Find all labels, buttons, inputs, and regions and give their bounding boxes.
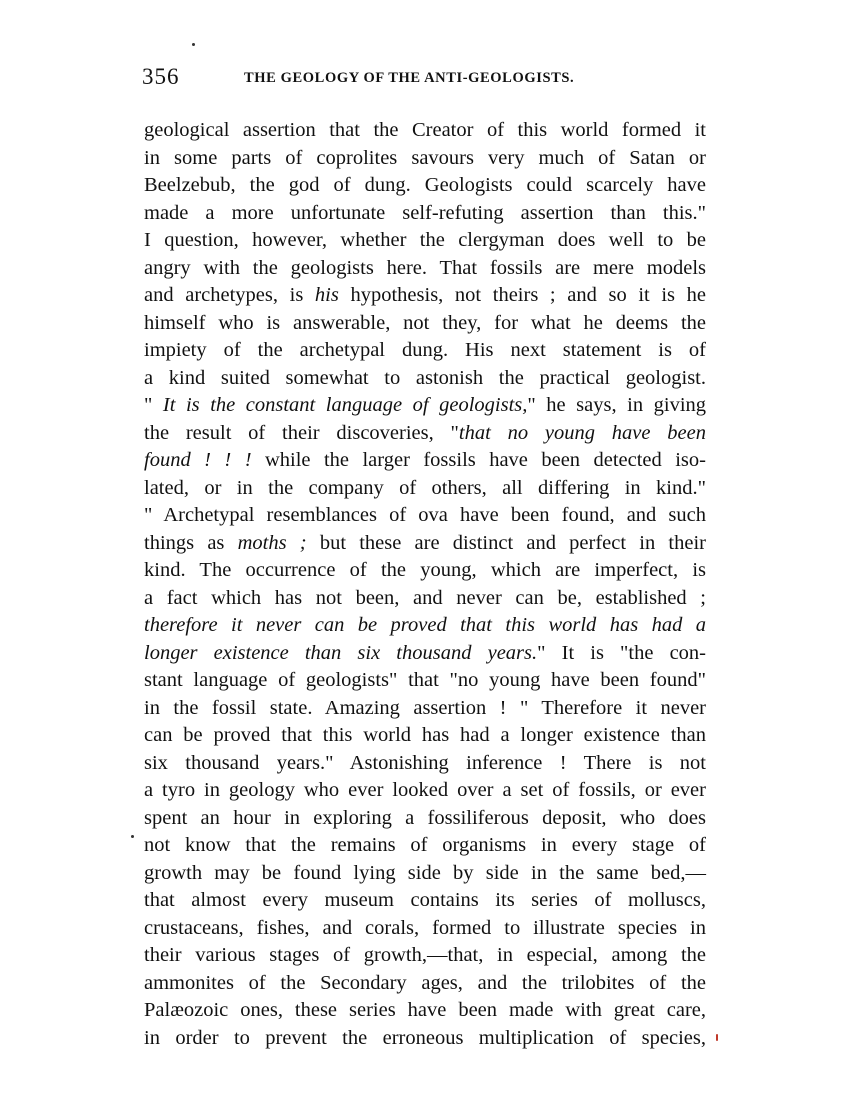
running-head: THE GEOLOGY OF THE ANTI-GEOLOGISTS. bbox=[244, 70, 575, 86]
text-run: " bbox=[144, 394, 163, 416]
text-run: in order to prevent the erroneous multiplication of species, bbox=[144, 1026, 706, 1049]
text-run: " he says, in giving bbox=[527, 394, 707, 416]
text-line bbox=[144, 750, 706, 778]
text-line bbox=[144, 145, 706, 173]
text-line bbox=[144, 310, 706, 338]
text-run: spent an hour in exploring a fossiliferous deposit, who does bbox=[144, 806, 706, 829]
text-run: can be proved that this world has had a longer existence than bbox=[144, 724, 706, 746]
text-line bbox=[144, 832, 706, 860]
text-line bbox=[144, 255, 706, 283]
italic-text: found ! ! ! bbox=[144, 449, 252, 471]
text-run: lated, or in the company of others, all differing in kind." bbox=[144, 476, 706, 499]
text-line bbox=[144, 667, 706, 695]
italic-text: that no young have been bbox=[458, 421, 706, 444]
text-run: geological assertion that the Creator of this world formed it bbox=[144, 119, 706, 141]
text-run: Palæozoic ones, these series have been made with great care, bbox=[144, 999, 706, 1021]
page-number: 356 bbox=[142, 64, 180, 89]
print-speck bbox=[192, 43, 195, 46]
text-run: things as bbox=[144, 531, 238, 554]
text-run: made a more unfortunate self-refuting assertion than this." bbox=[144, 201, 706, 224]
text-run: in the fossil state. Amazing assertion ! " Therefore it never bbox=[144, 696, 706, 719]
text-line bbox=[144, 695, 706, 723]
text-run: that almost every museum contains its series of molluscs, bbox=[144, 889, 706, 911]
print-speck bbox=[131, 835, 134, 838]
text-line bbox=[144, 475, 706, 503]
text-run: six thousand years." Astonishing inference ! There is not bbox=[144, 751, 706, 774]
text-line bbox=[144, 392, 706, 420]
text-run: growth may be found lying side by side in the same bed,— bbox=[144, 861, 706, 884]
text-line bbox=[144, 420, 706, 448]
text-line bbox=[144, 337, 706, 365]
page-header bbox=[142, 64, 722, 92]
text-line bbox=[144, 860, 706, 888]
text-run: hypothesis, not theirs ; and so it is he bbox=[338, 284, 706, 306]
text-run: not know that the remains of organisms in every stage of bbox=[144, 834, 706, 856]
text-run: stant language of geologists" that "no young have been found" bbox=[144, 669, 706, 691]
text-line bbox=[144, 282, 706, 310]
text-line bbox=[144, 502, 706, 530]
text-run: a kind suited somewhat to astonish the practical geologist. bbox=[144, 366, 706, 389]
text-line bbox=[144, 640, 706, 668]
body-text bbox=[144, 117, 706, 1052]
text-line bbox=[144, 915, 706, 943]
text-run: their various stages of growth,—that, in especial, among the bbox=[144, 944, 706, 966]
text-line bbox=[144, 1025, 706, 1053]
text-run: impiety of the archetypal dung. His next statement is of bbox=[144, 339, 706, 361]
text-run: a fact which has not been, and never can be, established ; bbox=[144, 586, 706, 609]
text-line bbox=[144, 970, 706, 998]
text-line bbox=[144, 557, 706, 585]
text-run: crustaceans, fishes, and corals, formed to illustrate species in bbox=[144, 916, 706, 939]
text-run: the result of their discoveries, " bbox=[144, 421, 459, 444]
text-line bbox=[144, 997, 706, 1025]
text-line bbox=[144, 942, 706, 970]
text-line bbox=[144, 585, 706, 613]
italic-text: It is the constant language of geologists, bbox=[162, 394, 528, 416]
text-line bbox=[144, 447, 706, 475]
text-line bbox=[144, 117, 706, 145]
text-line bbox=[144, 227, 706, 255]
text-line bbox=[144, 777, 706, 805]
text-line bbox=[144, 722, 706, 750]
text-run: a tyro in geology who ever looked over a set of fossils, or ever bbox=[144, 779, 706, 801]
text-line bbox=[144, 365, 706, 393]
text-run: " Archetypal resemblances of ova have been found, and such bbox=[144, 504, 706, 526]
text-line bbox=[144, 887, 706, 915]
text-line bbox=[144, 530, 706, 558]
text-run: and archetypes, is bbox=[144, 284, 315, 306]
text-run: ammonites of the Secondary ages, and the trilobites of the bbox=[144, 971, 706, 994]
italic-text: therefore it never can be proved that this world has had a bbox=[144, 614, 706, 636]
text-line bbox=[144, 612, 706, 640]
text-run: while the larger fossils have been detected iso- bbox=[251, 449, 706, 471]
text-run: angry with the geologists here. That fossils are mere models bbox=[144, 256, 706, 279]
text-run: but these are distinct and perfect in their bbox=[306, 531, 706, 554]
text-run: kind. The occurrence of the young, which are imperfect, is bbox=[144, 559, 706, 581]
italic-text: his bbox=[314, 284, 339, 306]
text-run: I question, however, whether the clergyman does well to be bbox=[144, 229, 706, 251]
text-line bbox=[144, 805, 706, 833]
text-line bbox=[144, 200, 706, 228]
text-run: " It is "the con- bbox=[537, 641, 707, 664]
text-run: in some parts of coprolites savours very much of Satan or bbox=[144, 146, 706, 169]
text-line bbox=[144, 172, 706, 200]
italic-text: moths ; bbox=[237, 531, 307, 554]
text-run: Beelzebub, the god of dung. Geologists could scarcely have bbox=[144, 174, 706, 196]
text-run: himself who is answerable, not they, for what he deems the bbox=[144, 311, 706, 334]
print-speck bbox=[716, 1034, 718, 1041]
italic-text: longer existence than six thousand years. bbox=[144, 641, 538, 664]
